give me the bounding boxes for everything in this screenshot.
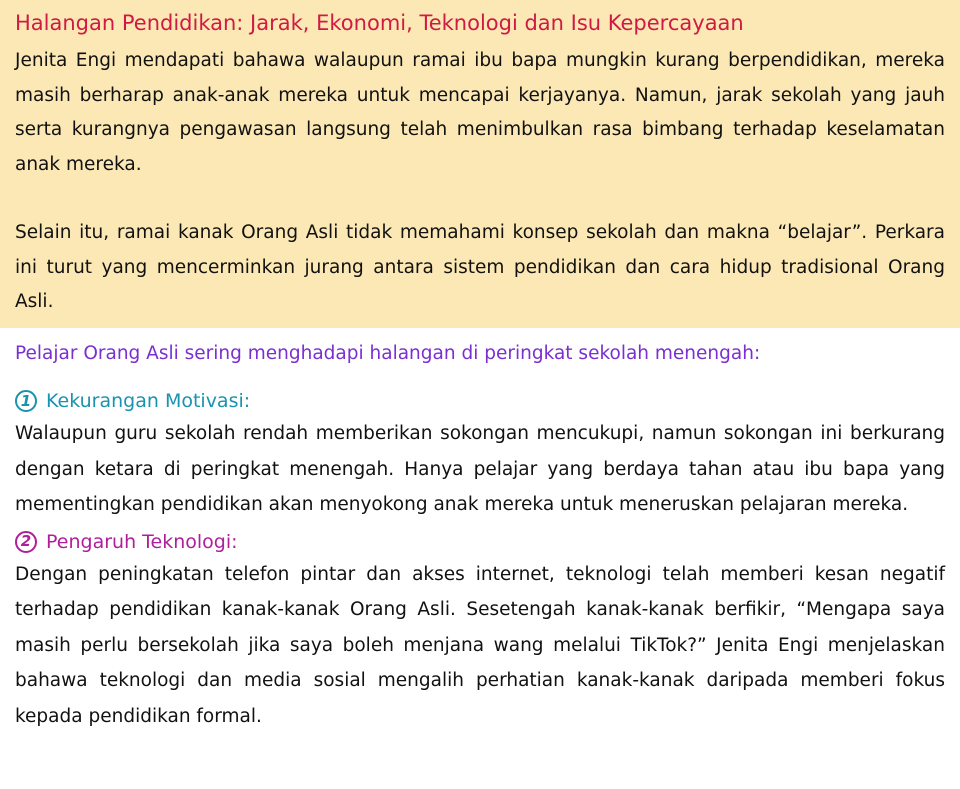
number-two-icon: 2 — [15, 531, 37, 553]
section-heading-2-label: Pengaruh Teknologi: — [46, 530, 238, 553]
paragraph-spacer — [15, 182, 945, 216]
main-content — [0, 328, 960, 734]
section-heading-1 — [15, 386, 945, 416]
section-heading-1-label: Kekurangan Motivasi: — [46, 390, 251, 412]
section-heading-2 — [15, 527, 945, 557]
number-one-icon: 1 — [15, 390, 37, 412]
paragraph-1: Jenita Engi mendapati bahawa walaupun ramai ibu bapa mungkin kurang berpendidikan, mereka masih berharap anak-anak mereka untuk mencapai kerjayanya. Namun, jarak sekolah yang jauh serta kurangnya pengawasan langsung telah menimbulkan rasa bimbang terhadap keselamatan anak mereka. — [15, 50, 945, 175]
paragraph-2: Selain itu, ramai kanak Orang Asli tidak memahami konsep sekolah dan makna “belajar”. Perkara ini turut yang mencerminkan jurang antara sistem pendidikan dan cara hidup tradisional Orang Asli. — [15, 222, 945, 312]
highlight-box — [0, 0, 960, 328]
section-body-1: Walaupun guru sekolah rendah memberikan sokongan mencukupi, namun sokongan ini berkurang dengan ketara di peringkat menengah. Hanya pelajar yang berdaya tahan atau ibu bapa yang mementingkan pendidikan akan menyokong anak mereka untuk meneruskan pelajaran mereka. — [15, 423, 945, 515]
intro-text: Pelajar Orang Asli sering menghadapi halangan di peringkat sekolah menengah: — [15, 343, 761, 364]
page-title: Halangan Pendidikan: Jarak, Ekonomi, Teknologi dan Isu Kepercayaan — [15, 11, 744, 35]
section-body-2: Dengan peningkatan telefon pintar dan akses internet, teknologi telah memberi kesan negatif terhadap pendidikan kanak-kanak Orang Asli. Sesetengah kanak-kanak berfikir, “Mengapa saya masih perlu bersekolah jika saya boleh menjana wang melalui TikTok?” Jenita Engi menjelaskan bahawa teknologi dan media sosial mengalih perhatian kanak-kanak daripada memberi fokus kepada pendidikan formal. — [15, 563, 945, 727]
